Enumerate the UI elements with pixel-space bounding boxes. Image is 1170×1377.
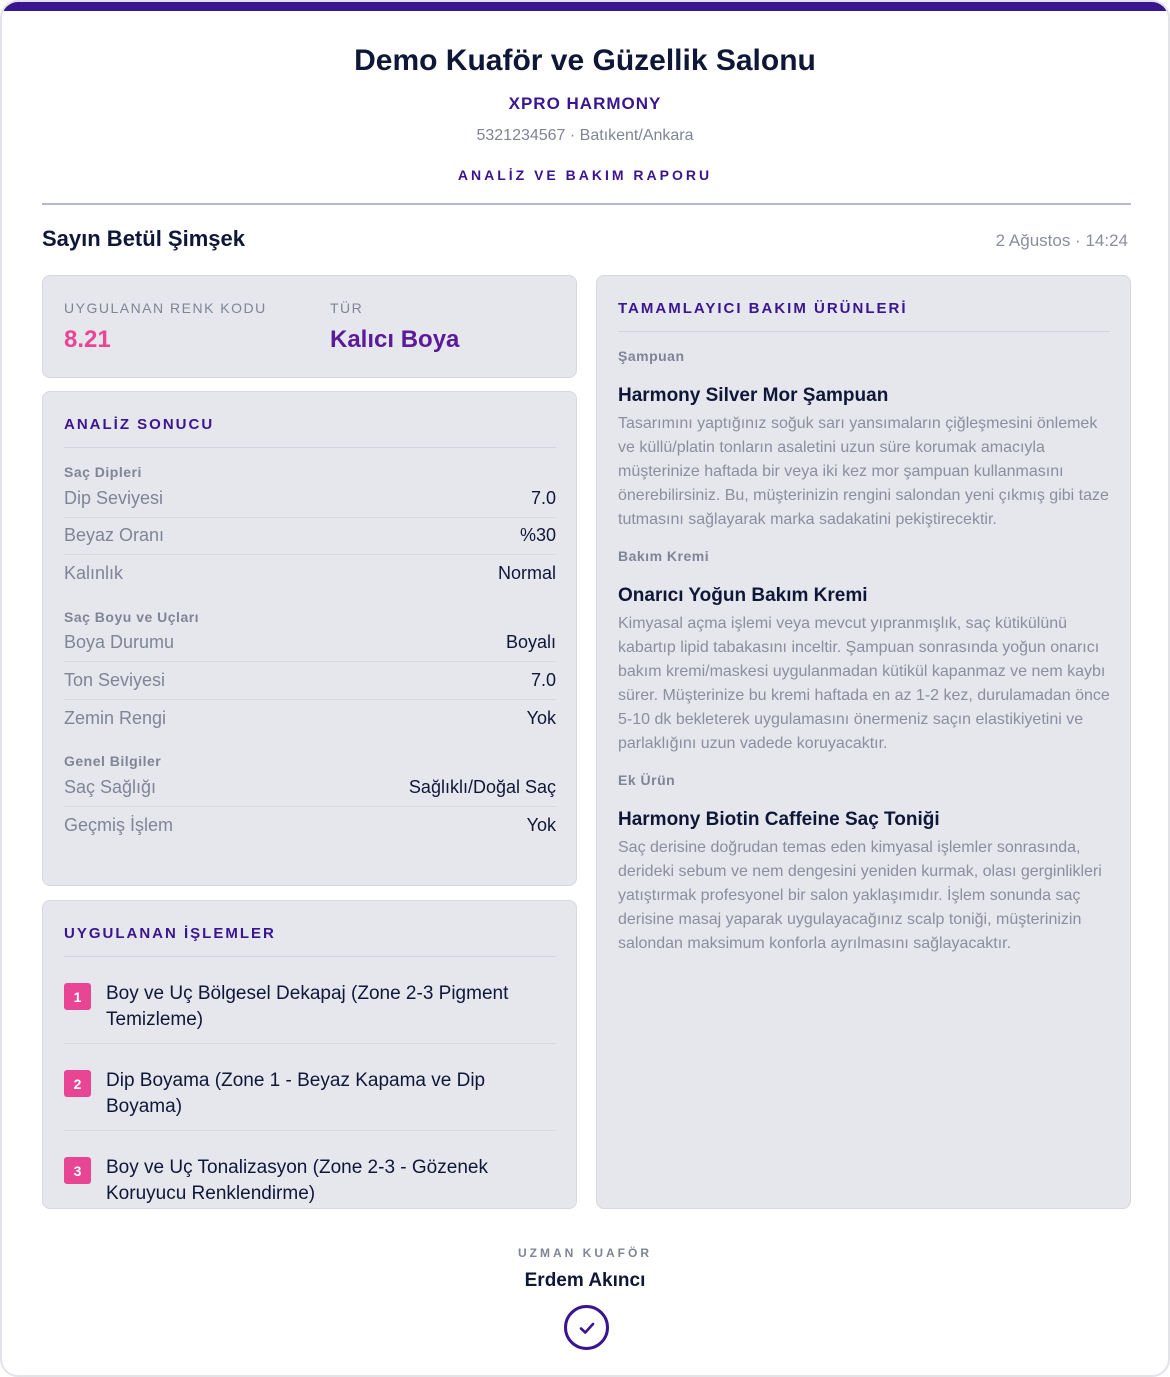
- client-greeting: Sayın Betül Şimşek: [42, 226, 245, 251]
- analysis-card: [42, 391, 577, 886]
- analysis-value: 7.0: [530, 669, 556, 690]
- analysis-key: Dip Seviyesi: [64, 487, 164, 508]
- analysis-title: ANALİZ SONUCU: [64, 416, 215, 433]
- analysis-key: Geçmiş İşlem: [64, 814, 174, 835]
- brand-name: XPRO HARMONY: [508, 94, 662, 113]
- type-label: TÜR: [330, 300, 364, 316]
- header-divider: [42, 203, 1131, 205]
- analysis-row: [64, 555, 556, 593]
- color-code-card: [42, 275, 577, 378]
- analysis-key: Kalınlık: [64, 563, 124, 584]
- analysis-row: [64, 700, 556, 738]
- operation-number-badge: 1: [64, 983, 91, 1010]
- analysis-value: %30: [519, 525, 556, 546]
- product-description: Saç derisine doğrudan temas eden kimyasal işlemler sonrasında, derideki sebum ve nem dengesini yeniden kurmak, olası gerginlikleri yatıştırmak profesyonel bir salon yaklaşımıdır. İşlem sonunda saç derisine masaj yaparak uygulayacağınız scalp toniği, müşterinizin salondan maksimum konforla ayrılmasını sağlayacaktır.: [618, 839, 1102, 952]
- analysis-key: Ton Seviyesi: [64, 669, 166, 690]
- analysis-group: [64, 625, 556, 738]
- product-name: Harmony Biotin Caffeine Saç Toniği: [618, 809, 940, 830]
- color-code-label: UYGULANAN RENK KODU: [64, 300, 267, 316]
- report-date: 2 Ağustos · 14:24: [995, 231, 1128, 250]
- analysis-group-label: Saç Dipleri: [64, 464, 142, 480]
- products-title: TAMAMLAYICI BAKIM ÜRÜNLERİ: [618, 300, 908, 317]
- color-code-value: 8.21: [64, 326, 111, 353]
- checkmark-icon: [577, 1318, 597, 1338]
- product-name: Onarıcı Yoğun Bakım Kremi: [618, 585, 868, 606]
- operation-item: [64, 1044, 556, 1131]
- operation-text: Boy ve Uç Tonalizasyon (Zone 2-3 - Gözenek Koruyucu Renklendirme): [106, 1157, 488, 1204]
- analysis-value: 7.0: [530, 487, 556, 508]
- analysis-row: [64, 807, 556, 845]
- analysis-key: Beyaz Oranı: [64, 525, 165, 546]
- stylist-name: Erdem Akıncı: [524, 1270, 646, 1291]
- analysis-value: Yok: [526, 707, 556, 728]
- analysis-group-label: Genel Bilgiler: [64, 753, 162, 769]
- top-accent-bar: [2, 2, 1168, 11]
- report-title: ANALİZ VE BAKIM RAPORU: [457, 167, 713, 183]
- analysis-row: [64, 662, 556, 700]
- product-description: Kimyasal açma işlemi veya mevcut yıpranmışlık, saç kütikülünü kabartıp lipid tabakasını inceltir. Şampuan sonrasında yoğun onarıcı bakım kremi/maskesi uygulanmadan kütikül kapanmaz ve nem kaybı sürer. Müşterinize bu kremi haftada en az 1-2 kez, durulamadan önce 5-10 dk bekleterek uygulamasını önermeniz saçın elastikiyetini ve parlaklığını uzun vadede koruyacaktır.: [618, 615, 1110, 752]
- analysis-key: Boya Durumu: [64, 632, 175, 653]
- operations-card: [42, 900, 577, 1209]
- operation-number-badge: 2: [64, 1070, 91, 1097]
- product-category: Şampuan: [618, 348, 685, 364]
- operation-item: [64, 1131, 556, 1217]
- products-card: [596, 275, 1131, 1209]
- operation-number-badge: 3: [64, 1157, 91, 1184]
- operations-title: UYGULANAN İŞLEMLER: [64, 925, 276, 942]
- stylist-label: UZMAN KUAFÖR: [518, 1246, 652, 1260]
- color-code-block: [64, 300, 267, 354]
- product-description: Tasarımını yaptığınız soğuk sarı yansımaların çiğleşmesini önlemek ve küllü/platin tonların asaletini uzun süre korumak amacıyla müşterinize haftada bir veya iki kez mor şampuan kullanmasını önerebilirsiniz. Bu, müşterinizin rengini salondan yeni çıkmış gibi taze tutmasını sağlayarak marka sadakatini pekiştirecektir.: [618, 415, 1109, 528]
- analysis-value: Sağlıklı/Doğal Saç: [408, 776, 556, 797]
- analysis-group: [64, 480, 556, 593]
- analysis-key: Saç Sağlığı: [64, 776, 157, 797]
- product-category: Bakım Kremi: [618, 548, 710, 564]
- analysis-row: [64, 625, 556, 663]
- check-circle-icon: [564, 1305, 609, 1350]
- type-block: [330, 300, 459, 354]
- operation-text: Dip Boyama (Zone 1 - Beyaz Kapama ve Dip Boyama): [106, 1070, 486, 1117]
- operation-item: [64, 957, 556, 1044]
- salon-contact: 5321234567 · Batıkent/Ankara: [476, 127, 694, 144]
- analysis-group-label: Saç Boyu ve Uçları: [64, 608, 200, 625]
- analysis-row: [64, 480, 556, 518]
- analysis-value: Boyalı: [505, 632, 556, 653]
- product-name: Harmony Silver Mor Şampuan: [618, 385, 889, 406]
- analysis-row: [64, 769, 556, 807]
- product-category: Ek Ürün: [618, 772, 676, 788]
- analysis-value: Yok: [526, 814, 556, 835]
- operation-text: Boy ve Uç Bölgesel Dekapaj (Zone 2-3 Pigment Temizleme): [106, 983, 509, 1030]
- analysis-key: Zemin Rengi: [64, 707, 167, 728]
- type-value: Kalıcı Boya: [330, 326, 460, 353]
- analysis-divider: [64, 447, 556, 448]
- salon-name: Demo Kuaför ve Güzellik Salonu: [354, 44, 816, 77]
- products-divider: [618, 331, 1110, 332]
- analysis-value: Normal: [497, 563, 556, 584]
- analysis-row: [64, 518, 556, 556]
- analysis-group: [64, 769, 556, 844]
